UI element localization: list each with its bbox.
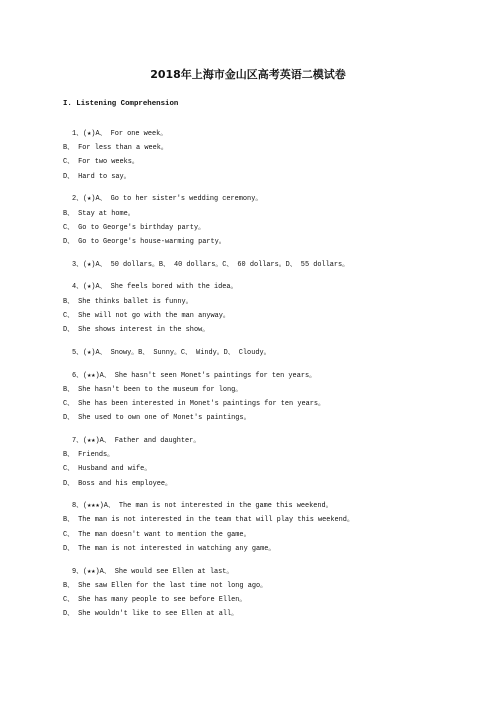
question-option-a: 9、(★★)A、 She would see Ellen at last。 <box>72 567 234 576</box>
question-option: D、 She used to own one of Monet's paintings。 <box>63 414 251 423</box>
question-option: B、 Friends。 <box>63 451 114 460</box>
question-option: D、 Hard to say。 <box>63 172 131 181</box>
question-option: D、 She wouldn't like to see Ellen at all。 <box>63 610 239 619</box>
question-option: C、 She has many people to see before Ellen。 <box>63 596 247 604</box>
question-option: D、 Boss and his employee。 <box>63 479 172 488</box>
question-option-a: 2、(★)A、 Go to her sister's wedding ceremony。 <box>72 195 263 204</box>
question-option: B、 The man is not interested in the team that will play this weekend。 <box>63 516 354 525</box>
question-item <box>63 369 483 426</box>
question-option: B、 For less than a week。 <box>63 144 168 153</box>
question-option: D、 She shows interest in the show。 <box>63 326 210 335</box>
question-option: C、 The man doesn't want to mention the game。 <box>63 530 251 539</box>
question-list <box>63 127 483 630</box>
question-option: C、 Husband and wife。 <box>63 465 152 474</box>
question-option: C、 She will not go with the man anyway。 <box>63 311 230 320</box>
question-option-a: 7、(★★)A、 Father and daughter。 <box>72 436 201 445</box>
question-option-a: 4、(★)A、 She feels bored with the idea。 <box>72 283 238 292</box>
question-option: D、 The man is not interested in watching any game。 <box>63 544 276 553</box>
question-option: C、 Go to George's birthday party。 <box>63 223 205 232</box>
question-item <box>63 434 483 491</box>
question-option-a: 1、(★)A、 For one week。 <box>72 130 168 138</box>
section-heading: I. Listening Comprehension <box>63 100 179 108</box>
document-title: 2018年上海市金山区高考英语二模试卷 <box>150 68 346 81</box>
question-item <box>63 192 483 249</box>
question-option-a: 6、(★★)A、 She hasn't seen Monet's paintings for ten years。 <box>72 371 316 380</box>
question-option: B、 Stay at home。 <box>63 209 135 218</box>
question-option-a: 8、(★★★)A、 The man is not interested in the game this weekend。 <box>72 502 333 511</box>
question-item <box>63 346 483 360</box>
question-option-a: 3、(★)A、 50 dollars。B、 40 dollars。C、 60 dollars。D、 55 dollars。 <box>72 260 350 269</box>
question-item <box>63 499 483 556</box>
question-option: B、 She thinks ballet is funny。 <box>63 297 193 306</box>
question-option: C、 She has been interested in Monet's paintings for ten years。 <box>63 399 325 408</box>
question-item <box>63 565 483 622</box>
question-option: C、 For two weeks。 <box>63 158 139 167</box>
question-option: B、 She saw Ellen for the last time not long ago。 <box>63 581 267 590</box>
question-item <box>63 127 483 184</box>
question-item <box>63 258 483 272</box>
question-item <box>63 280 483 337</box>
question-option-a: 5、(★)A、 Snowy。B、 Sunny。C、 Windy。D、 Cloudy。 <box>72 348 271 357</box>
question-option: B、 She hasn't been to the museum for long。 <box>63 385 243 394</box>
question-option: D、 Go to George's house-warming party。 <box>63 237 226 246</box>
